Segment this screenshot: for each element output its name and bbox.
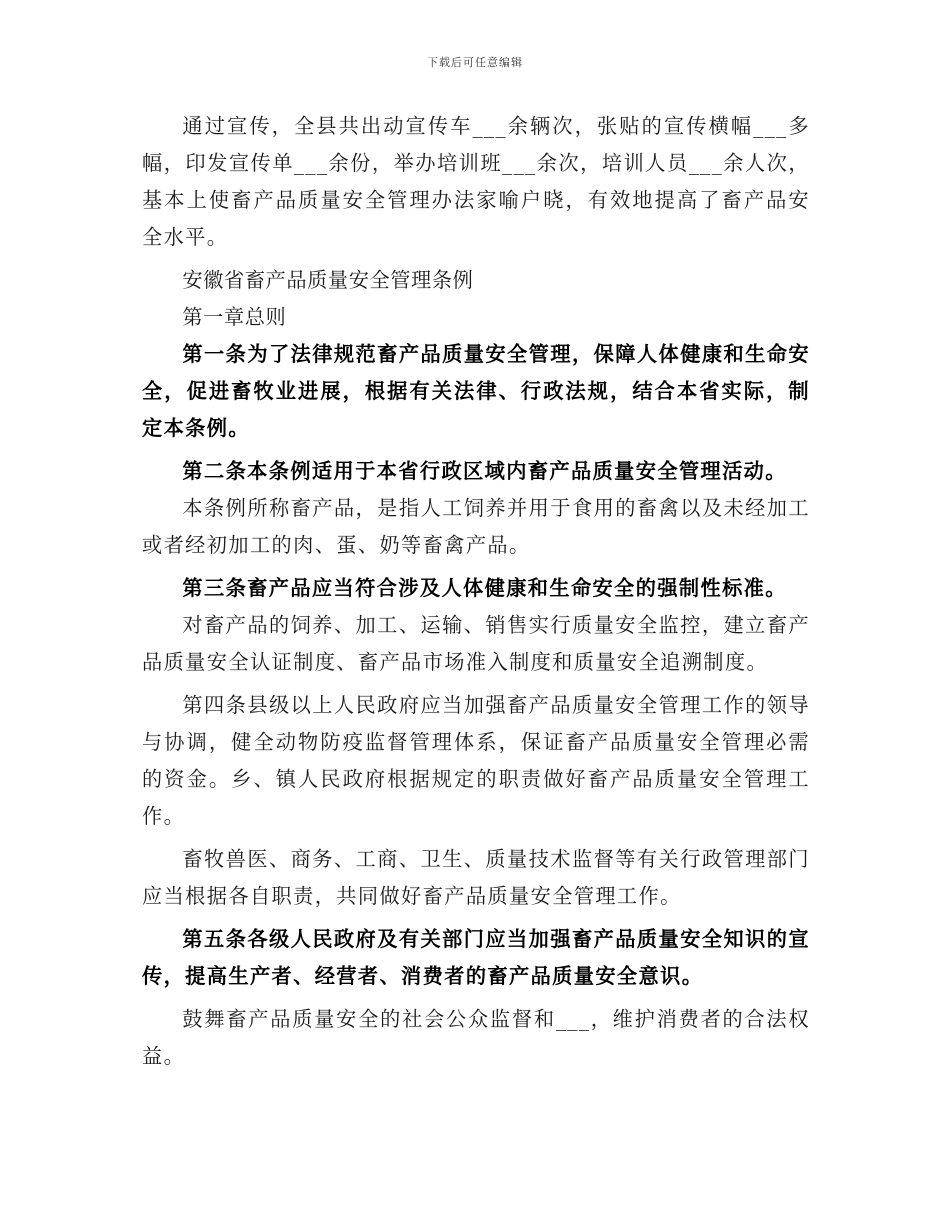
article-5: 第五条各级人民政府及有关部门应当加强畜产品质量安全知识的宣传，提高生产者、经营者、消费者的畜产品质量安全意识。 (142, 927, 810, 988)
article-1: 第一条为了法律规范畜产品质量安全管理，保障人体健康和生命安全，促进畜牧业进展，根据有关法律、行政法规，结合本省实际，制定本条例。 (142, 342, 810, 440)
article-4-detail: 畜牧兽医、商务、工商、卫生、质量技术监督等有关行政管理部门应当根据各自职责，共同做好畜产品质量安全管理工作。 (142, 847, 810, 908)
article-4: 第四条县级以上人民政府应当加强畜产品质量安全管理工作的领导与协调，健全动物防疫监督管理体系，保证畜产品质量安全管理必需的资金。乡、镇人民政府根据规定的职责做好畜产品质量安全管理工作。 (142, 693, 810, 828)
header-note: 下载后可任意编辑 (427, 56, 523, 69)
article-3-detail: 对畜产品的饲养、加工、运输、销售实行质量安全监控，建立畜产品质量安全认证制度、畜产品市场准入制度和质量安全追溯制度。 (142, 613, 810, 674)
document-body (142, 108, 810, 1075)
regulation-title: 安徽省畜产品质量安全管理条例 (182, 268, 474, 292)
chapter-heading: 第一章总则 (182, 305, 287, 329)
article-3: 第三条畜产品应当符合涉及人体健康和生命安全的强制性标准。 (182, 576, 787, 600)
article-5-detail: 鼓舞畜产品质量安全的社会公众监督和___，维护消费者的合法权益。 (142, 1007, 810, 1068)
article-2: 第二条本条例适用于本省行政区域内畜产品质量安全管理活动。 (182, 459, 787, 483)
paragraph-publicity-summary: 通过宣传，全县共出动宣传车___余辆次，张贴的宣传横幅___多幅，印发宣传单___余份，举办培训班___余次，培训人员___余人次，基本上使畜产品质量安全管理办法家喻户晓，有效地提高了畜产品安全水平。 (142, 114, 810, 249)
article-2-definition: 本条例所称畜产品，是指人工饲养并用于食用的畜禽以及未经加工或者经初加工的肉、蛋、奶等畜禽产品。 (142, 496, 810, 557)
